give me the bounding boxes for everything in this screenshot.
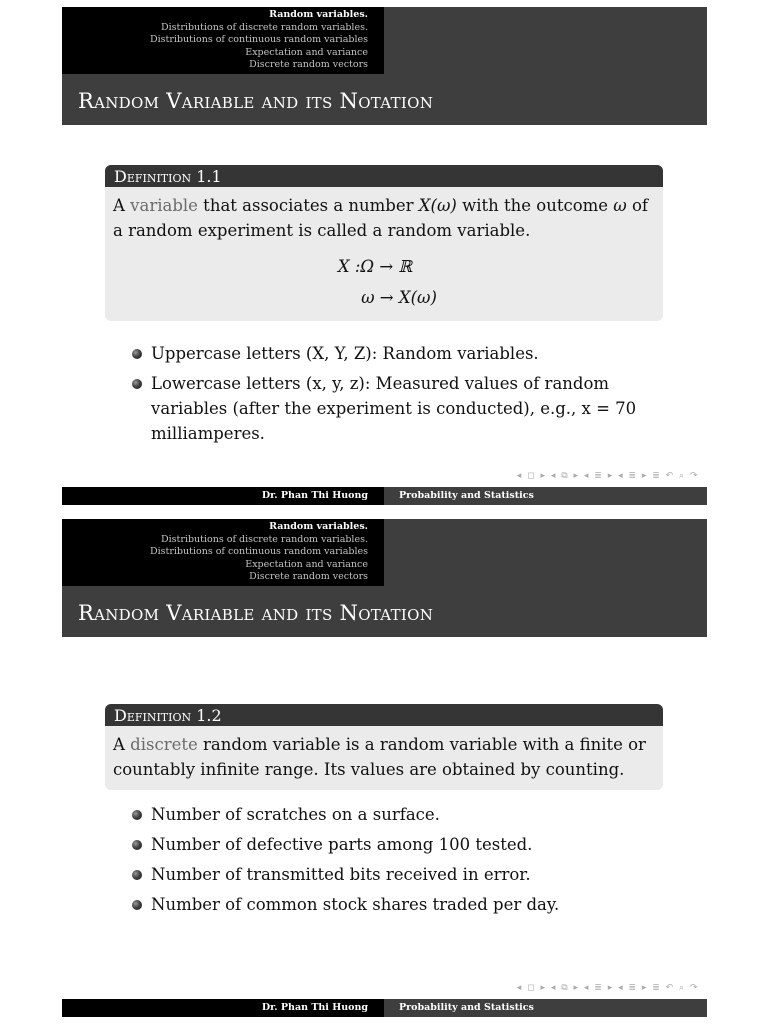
highlighted-term: variable [130,196,198,215]
equation-line: ω → X(ω) [361,288,437,307]
slide-1 [62,7,707,505]
definition-text: of a random experiment is called a random variable. [113,196,649,240]
slide-title: Random Variable and its Notation [78,89,434,113]
bullet-icon [132,870,142,880]
toc-item-active[interactable]: Random variables. [269,9,368,20]
beamer-navigation-icons[interactable]: ◂ ◻ ▸ ◂ ⧉ ▸ ◂ ≣ ▸ ◂ ≣ ▸ ≣ ↶ ⌕ ↷ [516,471,699,481]
section-navigation [62,519,384,586]
toc-item[interactable]: Expectation and variance [245,46,368,58]
definition-heading: Definition 1.1 [105,165,663,187]
bullet-icon [132,349,142,359]
footer-author: Dr. Phan Thi Huong [62,487,384,505]
bullet-list [130,802,650,917]
list-item: Uppercase letters (X, Y, Z): Random variables. [130,341,650,366]
highlighted-term: discrete [130,735,198,754]
beamer-navigation-icons[interactable]: ◂ ◻ ▸ ◂ ⧉ ▸ ◂ ≣ ▸ ◂ ≣ ▸ ≣ ↶ ⌕ ↷ [516,983,699,993]
definition-body [105,187,663,321]
equation-line: X :Ω → ℝ [337,257,413,276]
slide-2 [62,519,707,1019]
list-item: Number of defective parts among 100 tested. [130,832,650,857]
toc-item-active[interactable]: Random variables. [269,521,368,532]
list-item: Lowercase letters (x, y, z): Measured values of random variables (after the experiment is conducted), e.g., x = 70 milliamperes. [130,371,650,446]
bullet-icon [132,810,142,820]
slide-footer [62,999,707,1017]
definition-text: A [113,196,131,215]
definition-body [105,726,663,790]
section-navigation [62,7,384,74]
definition-text: with the outcome [456,196,614,215]
definition-text: A [113,735,131,754]
list-item: Number of common stock shares traded per day. [130,892,650,917]
footer-author: Dr. Phan Thi Huong [62,999,384,1017]
slide-header [62,7,707,125]
toc-item[interactable]: Distributions of continuous random variables [150,34,368,46]
footer-course: Probability and Statistics [384,999,707,1017]
definition-block [105,704,663,790]
definition-heading: Definition 1.2 [105,704,663,726]
list-item: Number of scratches on a surface. [130,802,650,827]
math-expression: X(ω) [418,196,457,215]
toc-item[interactable]: Expectation and variance [245,558,368,570]
list-item: Number of transmitted bits received in error. [130,862,650,887]
bullet-icon [132,900,142,910]
toc-item[interactable]: Distributions of continuous random variables [150,546,368,558]
toc-item[interactable]: Discrete random vectors [249,571,368,583]
toc-item[interactable]: Distributions of discrete random variables. [161,533,368,545]
definition-block [105,165,663,321]
toc-item[interactable]: Discrete random vectors [249,59,368,71]
equation-block [113,251,655,313]
footer-course: Probability and Statistics [384,487,707,505]
bullet-list [130,341,650,446]
definition-text: random variable is a random variable with a finite or countably infinite range. Its values are obtained by counting. [113,735,646,779]
slide-title: Random Variable and its Notation [78,601,434,625]
math-expression: ω [613,196,627,215]
toc-item[interactable]: Distributions of discrete random variables. [161,21,368,33]
bullet-icon [132,840,142,850]
definition-text: that associates a number [197,196,419,215]
slide-footer [62,487,707,505]
bullet-icon [132,379,142,389]
slide-header [62,519,707,637]
